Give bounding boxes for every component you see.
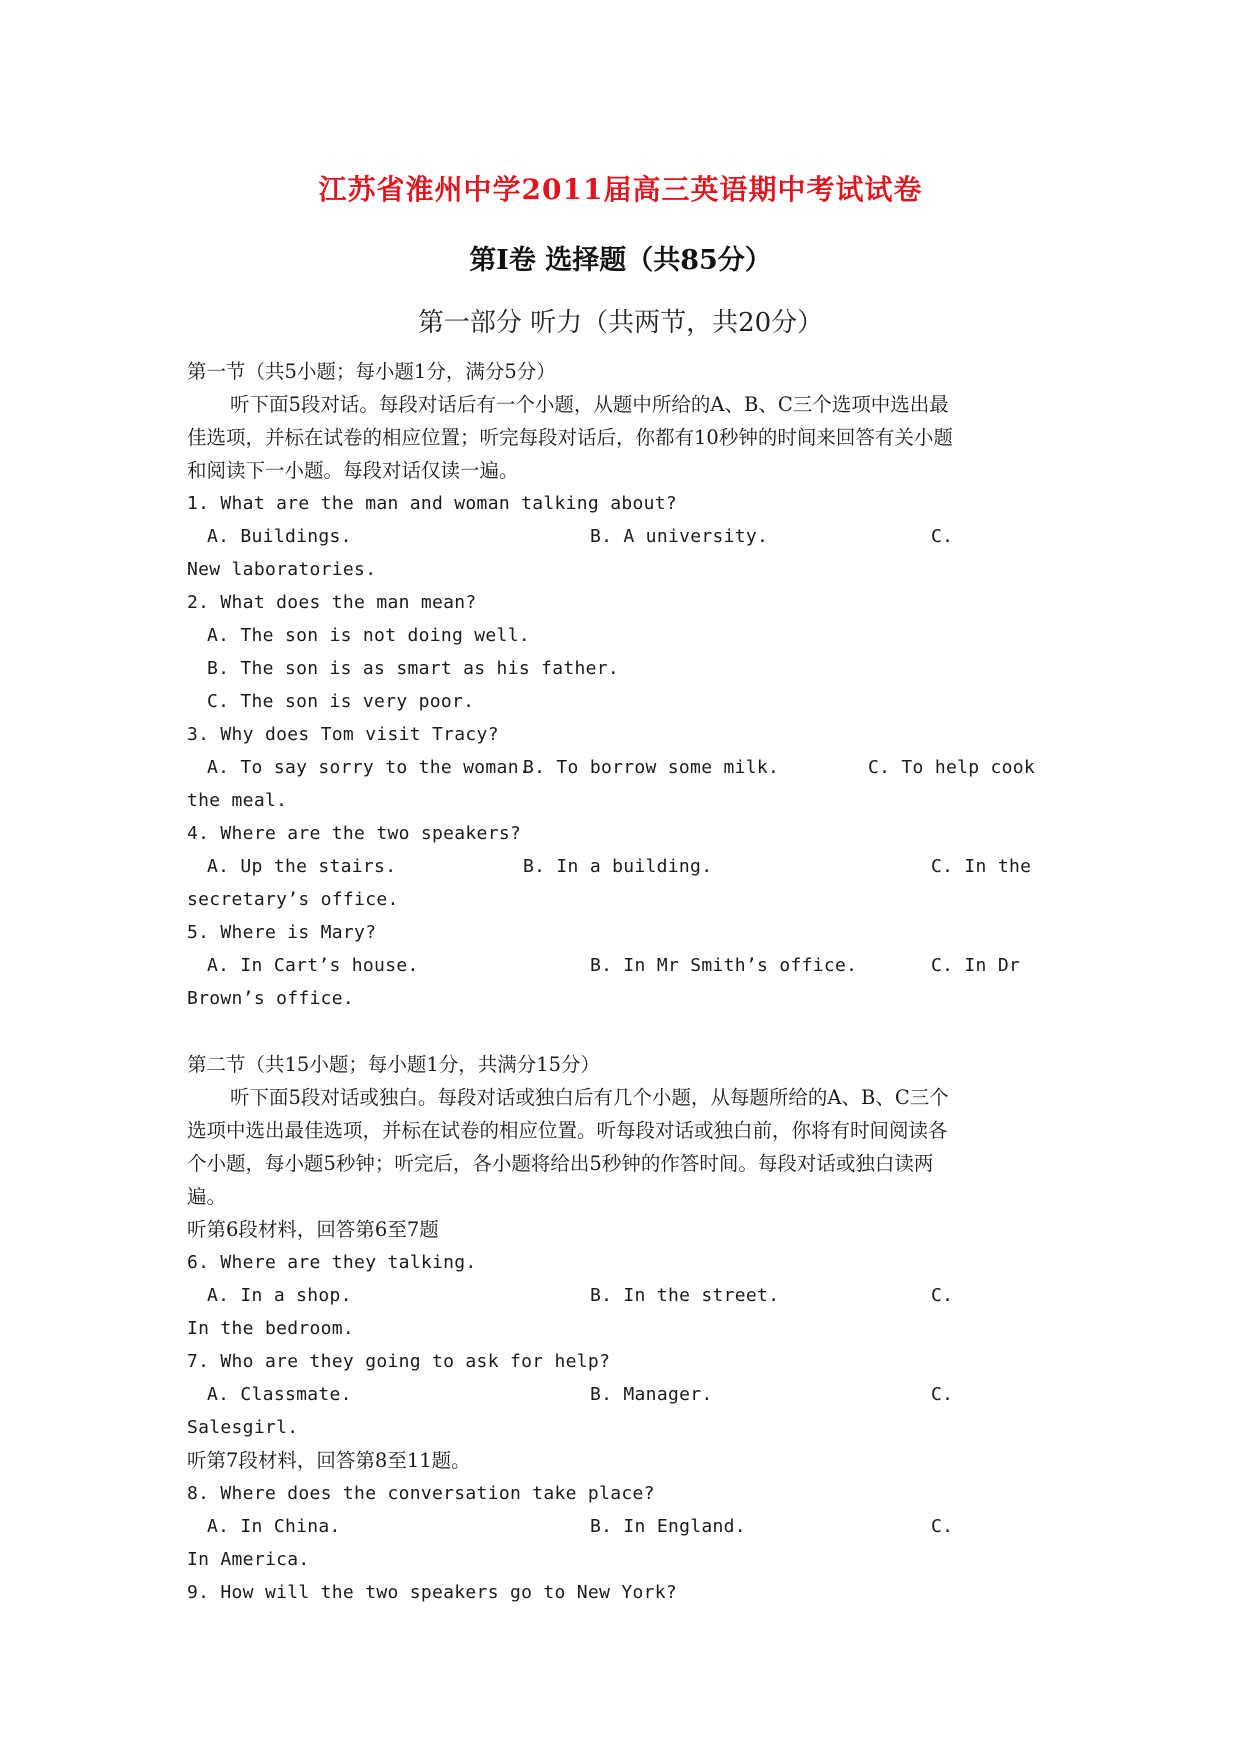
option-c: C. To help cook [868, 757, 1036, 778]
option-a: A. In China. [207, 1516, 341, 1537]
section-spacer [187, 1015, 1059, 1048]
section1-heading: 第一节（共5小题；每小题1分，满分5分） [187, 360, 556, 383]
option-b: B. In Mr Smith’s office. [590, 955, 858, 976]
question-stem: 4. Where are the two speakers? [187, 823, 522, 844]
option-c: C. In Dr [931, 955, 1021, 976]
option-a: A. Classmate. [207, 1384, 352, 1405]
section2-instruction-line: 选项中选出最佳选项，并标在试卷的相应位置。听每段对话或独白前，你将有时间阅读各 [187, 1119, 948, 1142]
section1-instruction-line: 和阅读下一小题。每段对话仅读一遍。 [187, 459, 519, 482]
question-stem: 3. Why does Tom visit Tracy? [187, 724, 499, 745]
option-b: B. The son is as smart as his father. [207, 658, 620, 679]
option-b: B. In England. [590, 1516, 746, 1537]
question-stem: 9. How will the two speakers go to New York? [187, 1582, 678, 1603]
option-c: C. [931, 1516, 954, 1537]
option-c: C. [931, 526, 954, 547]
volume-heading: 第Ⅰ卷 选择题（共85分） [469, 245, 772, 276]
section1-instruction-line: 佳选项，并标在试卷的相应位置；听完每段对话后，你都有10秒钟的时间来回答有关小题 [187, 426, 953, 449]
exam-title: 江苏省淮州中学2011届高三英语期中考试试卷 [318, 173, 923, 206]
section2-instruction-line: 遍。 [187, 1185, 227, 1208]
option-b: B. To borrow some milk. [523, 757, 780, 778]
question-stem: 5. Where is Mary? [187, 922, 377, 943]
options-row [187, 1510, 1059, 1543]
option-c: C. [931, 1384, 954, 1405]
option-c-continuation: Salesgirl. [187, 1417, 299, 1438]
section2-instruction-line: 听下面5段对话或独白。每段对话或独白后有几个小题，从每题所给的A、B、C三个 [230, 1086, 949, 1109]
options-row [187, 949, 1059, 982]
exam-content [187, 355, 1059, 1609]
option-c: C. [931, 1285, 954, 1306]
option-c-continuation: the meal. [187, 790, 288, 811]
part-heading: 第一部分 听力（共两节，共20分） [417, 308, 824, 338]
option-a: A. In a shop. [207, 1285, 352, 1306]
question-stem: 2. What does the man mean? [187, 592, 477, 613]
material-heading: 听第7段材料，回答第8至11题。 [187, 1449, 471, 1472]
option-c-continuation: Brown’s office. [187, 988, 355, 1009]
question-stem: 6. Where are they talking. [187, 1252, 477, 1273]
material-heading: 听第6段材料，回答第6至7题 [187, 1218, 439, 1241]
options-row [187, 520, 1059, 553]
option-a: A. Buildings. [207, 526, 352, 547]
option-c-continuation: New laboratories. [187, 559, 377, 580]
option-a: A. Up the stairs. [207, 856, 397, 877]
option-a: A. To say sorry to the woman. [207, 757, 530, 778]
question-stem: 7. Who are they going to ask for help? [187, 1351, 611, 1372]
question-stem: 1. What are the man and woman talking about? [187, 493, 678, 514]
option-c-continuation: In the bedroom. [187, 1318, 355, 1339]
section1-instruction-line: 听下面5段对话。每段对话后有一个小题，从题中所给的A、B、C三个选项中选出最 [230, 393, 949, 416]
question-stem: 8. Where does the conversation take place? [187, 1483, 655, 1504]
option-c-continuation: secretary’s office. [187, 889, 399, 910]
option-b: B. In a building. [523, 856, 713, 877]
option-b: B. A university. [590, 526, 769, 547]
options-row [187, 751, 1059, 784]
option-c: C. In the [931, 856, 1032, 877]
option-c: C. The son is very poor. [207, 691, 475, 712]
options-row [187, 1279, 1059, 1312]
option-c-continuation: In America. [187, 1549, 310, 1570]
section2-instruction-line: 个小题，每小题5秒钟；听完后，各小题将给出5秒钟的作答时间。每段对话或独白读两 [187, 1152, 934, 1175]
option-a: A. In Cart’s house. [207, 955, 419, 976]
options-row [187, 1378, 1059, 1411]
option-b: B. Manager. [590, 1384, 713, 1405]
options-row [187, 850, 1059, 883]
section2-heading: 第二节（共15小题；每小题1分，共满分15分） [187, 1053, 601, 1076]
option-b: B. In the street. [590, 1285, 780, 1306]
option-a: A. The son is not doing well. [207, 625, 530, 646]
